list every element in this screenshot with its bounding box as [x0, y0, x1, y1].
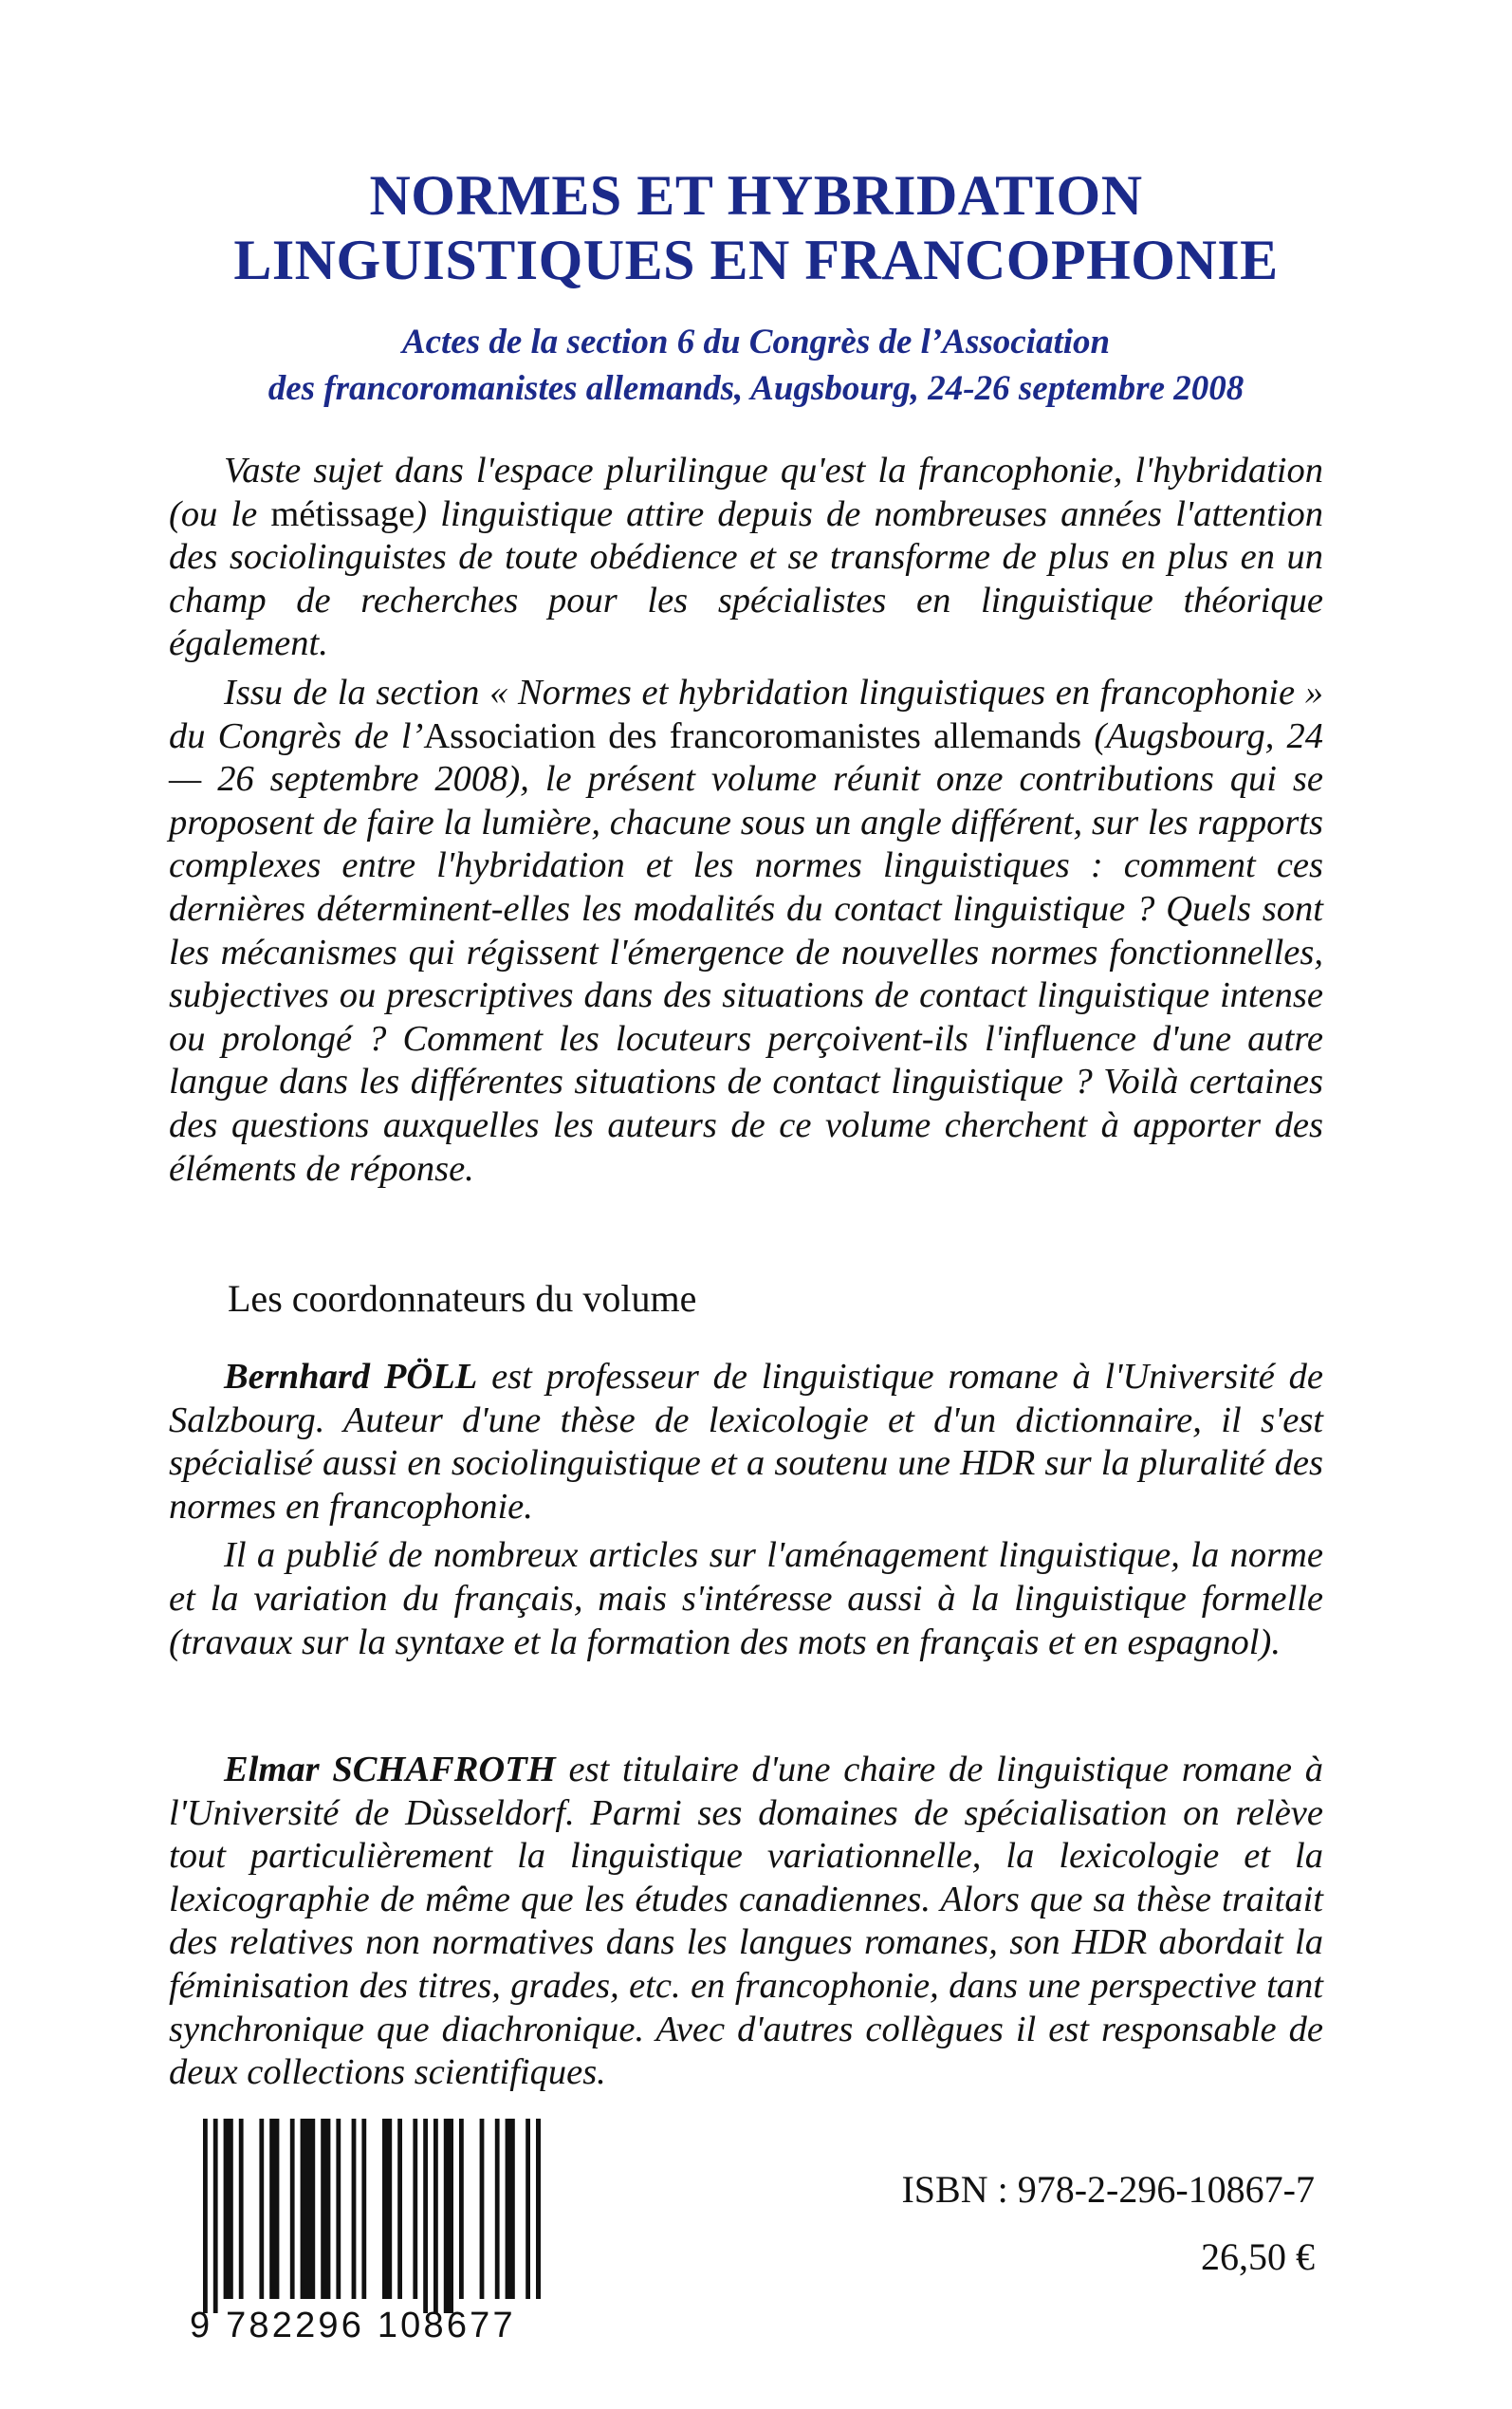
barcode-bar: [433, 2119, 438, 2313]
barcode-bar: [526, 2119, 530, 2299]
isbn: ISBN : 978-2-296-10867-7: [901, 2168, 1315, 2211]
barcode-bar: [336, 2119, 341, 2299]
barcode-bar: [444, 2119, 453, 2313]
barcode-bar: [203, 2119, 208, 2313]
bio-schafroth-paragraph: [169, 1749, 1323, 2095]
subtitle-line-1: Actes de la section 6 du Congrès de l’Association: [401, 323, 1111, 361]
header: [142, 163, 1370, 412]
bio-schafroth-name: Elmar SCHAFROTH: [224, 1750, 556, 1789]
intro-paragraph-2: [169, 672, 1323, 1191]
title-line-2: LINGUISTIQUES EN FRANCOPHONIE: [233, 229, 1279, 291]
subtitle: [142, 319, 1370, 412]
intro-paragraph-1: [169, 450, 1323, 666]
subtitle-line-2: des francoromanistes allemands, Augsbourg, 24-26 septembre 2008: [267, 369, 1245, 408]
price: 26,50 €: [1201, 2235, 1315, 2278]
barcode-bar: [352, 2119, 357, 2299]
barcode-bar: [536, 2119, 541, 2299]
barcode-bar: [301, 2119, 316, 2299]
barcode-bar: [259, 2119, 264, 2299]
barcode-bar: [213, 2119, 218, 2313]
bio-poll: [169, 1356, 1323, 1664]
barcode-bar: [397, 2119, 402, 2299]
barcode: [190, 2119, 541, 2344]
barcode-bars: [203, 2119, 541, 2313]
barcode-bar: [382, 2119, 392, 2299]
intro-p2-upright: Association des francoromanistes allemands: [423, 715, 1082, 756]
bio-schafroth: [169, 1749, 1323, 2095]
intro-p1-end: ) linguistique attire depuis de nombreuses années l'attention des sociolinguistes de toute obédience et se transforme de plus en plus en un champ de recherches pour les spécialistes en linguistique théorique également.: [169, 493, 1323, 664]
barcode-bar: [224, 2119, 233, 2299]
bio-poll-text: est professeur de linguistique romane à l'Université de Salzbourg. Auteur d'une thèse de lexicologie et d'un dictionnaire, il s'est spécialisé aussi en sociolinguistique et a soutenu une HDR sur la pluralité des normes en francophonie.: [169, 1357, 1323, 1527]
intro-p2-start: Issu de la section « Normes et hybridation linguistiques en francophonie » du Congrès de l’: [169, 672, 1323, 756]
bio-poll-paragraph-1: [169, 1356, 1323, 1529]
bio-schafroth-text: est titulaire d'une chaire de linguistique romane à l'Université de Dùsseldorf. Parmi ses domaines de spécialisation on relève tout particulièrement la linguistique variationnelle, la lexicologie et la lexicographie de même que les études canadiennes. Alors que sa thèse traitait des relatives non normatives dans les langues romanes, son HDR abordait la féminisation des titres, grades, etc. en francophonie, dans une perspective tant synchronique que diachronique. Avec d'autres collègues il est responsable de deux collections scientifiques.: [169, 1750, 1323, 2093]
barcode-bar: [269, 2119, 279, 2299]
barcode-bar: [495, 2119, 500, 2299]
barcode-bar: [480, 2119, 485, 2299]
barcode-bar: [413, 2119, 417, 2299]
bio-poll-name: Bernhard PÖLL: [224, 1357, 478, 1397]
intro-p1-upright: métissage: [270, 493, 415, 534]
intro-p1-start: Vaste sujet dans l'espace plurilingue qu'est la francophonie, l'hybridation (ou le: [169, 451, 1323, 534]
barcode-bar: [290, 2119, 295, 2299]
barcode-bar: [423, 2119, 428, 2313]
title-line-1: NORMES ET HYBRIDATION: [369, 164, 1143, 227]
bio-poll-paragraph-2: Il a publié de nombreux articles sur l'aménagement linguistique, la norme et la variation du français, mais s'intéresse aussi à la linguistique formelle (travaux sur la syntaxe et la formation des mots en français et en espagnol).: [169, 1535, 1323, 1662]
barcode-digits: 9 782296 108677: [190, 2306, 516, 2344]
barcode-bar: [239, 2119, 244, 2299]
intro-text: [169, 450, 1323, 1191]
barcode-bar: [459, 2119, 464, 2299]
barcode-bar: [321, 2119, 330, 2299]
coordinators-heading: Les coordonnateurs du volume: [228, 1277, 697, 1320]
barcode-bar: [361, 2119, 366, 2299]
intro-p2-end: (Augsbourg, 24 — 26 septembre 2008), le présent volume réunit onze contributions qui se proposent de faire la lumière, chacune sous un angle différent, sur les rapports complexes entre l'hybridation et les normes linguistiques : comment ces dernières déterminent-elles les modalités du contact linguistique ? Quels sont les mécanismes qui régissent l'émergence de nouvelles normes fonctionnelles, subjectives ou prescriptives dans des situations de contact linguistique intense ou prolongé ? Comment les locuteurs perçoivent-ils l'influence d'une autre langue dans les différentes situations de contact linguistique ? Voilà certaines des questions auxquelles les auteurs de ce volume cherchent à apporter des éléments de réponse.: [169, 715, 1324, 1189]
barcode-bar: [506, 2119, 515, 2299]
